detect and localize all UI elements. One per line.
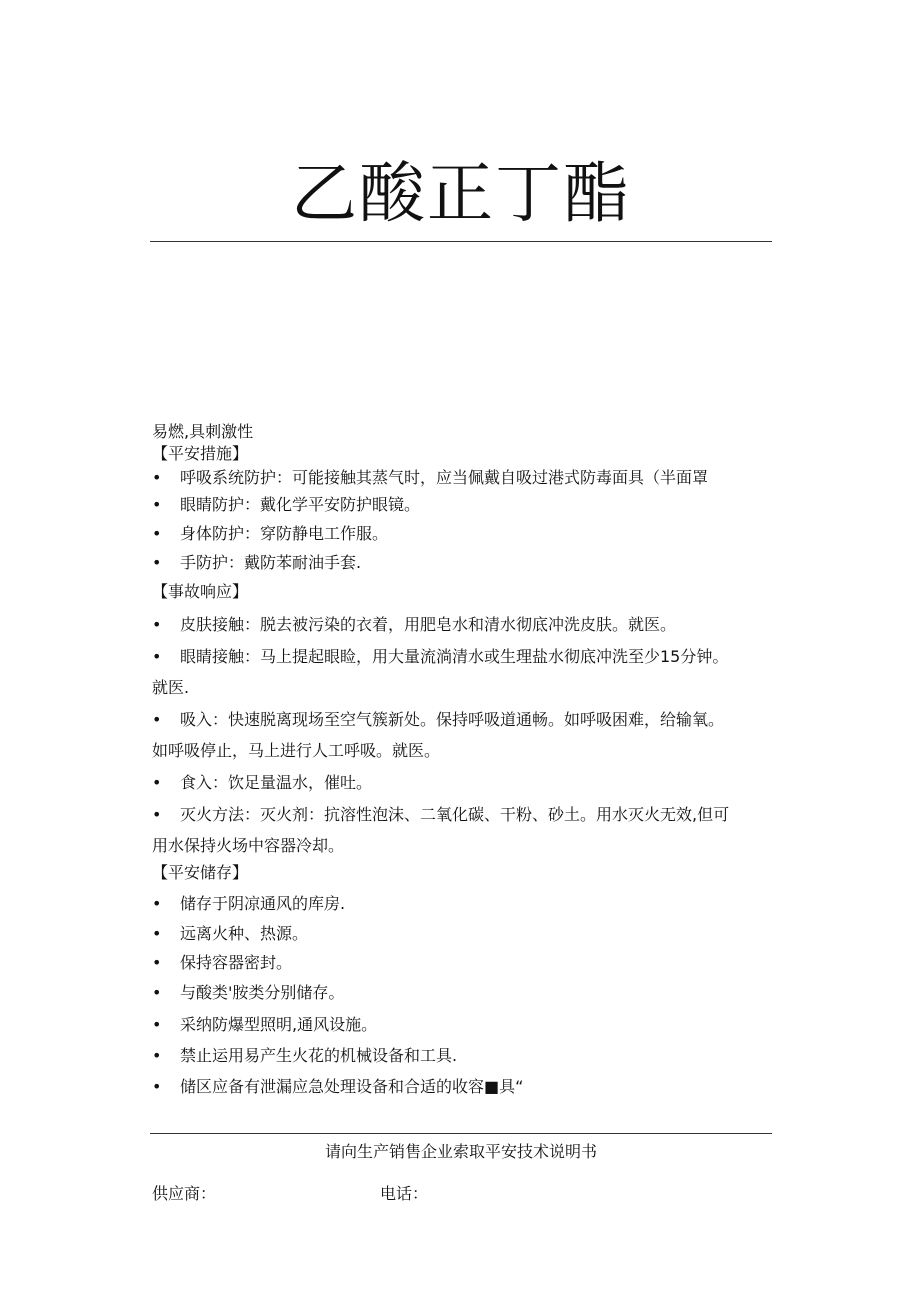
list-item-text: 皮肤接触：脱去被污染的衣着，用肥皂水和清水彻底冲洗皮肤。就医。 [180,615,677,634]
bullet-icon: • [152,710,162,729]
list-item-text: 眼睛接触：马上提起眼睑，用大量流淌清水或生理盐水彻底冲洗至少15分钟。 [180,647,729,666]
list-item-text: 保持容器密封。 [180,953,293,972]
list-item [152,772,372,794]
bullet-icon: • [152,647,162,666]
bullet-icon: • [152,524,162,543]
list-item [152,552,361,574]
title-divider [150,241,772,242]
list-item-text: 呼吸系统防护：可能接触其蒸气时，应当佩戴自吸过港式防毒面具（半面罩 [180,468,709,487]
list-item [152,614,676,636]
bullet-icon: • [152,953,162,972]
list-item-text: 储区应备有泄漏应急处理设备和合适的收容■具“ [180,1077,524,1096]
section-heading-safety-measures: 【平安措施】 [152,444,249,463]
section-heading-safe-storage: 【平安储存】 [152,863,249,882]
list-item-continuation: 就医. [152,678,190,697]
bullet-icon: • [152,468,162,487]
list-item [152,1076,523,1098]
list-item-text: 身体防护：穿防静电工作服。 [180,524,389,543]
list-item [152,1014,377,1036]
list-item [152,709,724,731]
list-item-text: 远离火种、热源。 [180,924,309,943]
list-item [152,523,388,545]
list-item-text: 吸入：快速脱离现场至空气簇新处。保持呼吸道通畅。如呼吸困难，给输氧。 [180,710,725,729]
bullet-icon: • [152,1077,162,1096]
bullet-icon: • [152,1015,162,1034]
list-item [152,646,728,668]
section-heading-accident-response: 【事故响应】 [152,582,249,601]
list-item [152,1045,457,1067]
bullet-icon: • [152,615,162,634]
footer-divider [150,1133,772,1134]
bullet-icon: • [152,1046,162,1065]
list-item-text: 眼睛防护：戴化学平安防护眼镜。 [180,495,421,514]
list-item-text: 采纳防爆型照明,通风设施。 [180,1015,378,1034]
list-item [152,952,292,974]
list-item [152,923,308,945]
list-item [152,804,729,826]
page-title: 乙酸正丁酯 [291,155,631,232]
list-item [152,893,345,915]
list-item [152,494,420,516]
list-item-text: 手防护：戴防苯耐油手套. [180,553,362,572]
bullet-icon: • [152,924,162,943]
phone-label: 电话： [380,1184,429,1203]
list-item-continuation: 如呼吸停止，马上进行人工呼吸。就医。 [152,741,441,760]
hazard-statement: 易燃,具刺激性 [152,422,254,441]
list-item-text: 禁止运用易产生火花的机械设备和工具. [180,1046,458,1065]
list-item [152,467,708,489]
list-item-continuation: 用水保持火场中容器冷却。 [152,836,345,855]
list-item-text: 灭火方法：灭火剂：抗溶性泡沫、二氧化碳、干粉、砂土。用水灭火无效,但可 [180,805,730,824]
bullet-icon: • [152,553,162,572]
bullet-icon: • [152,894,162,913]
bullet-icon: • [152,983,162,1002]
supplier-label: 供应商： [152,1184,217,1203]
bullet-icon: • [152,805,162,824]
footer-note: 请向生产销售企业索取平安技术说明书 [324,1142,597,1161]
list-item-text: 储存于阴凉通风的库房. [180,894,346,913]
list-item-text: 食入：饮足量温水，催吐。 [180,773,373,792]
list-item [152,982,344,1004]
list-item-text: 与酸类'胺类分别储存。 [180,983,345,1002]
bullet-icon: • [152,773,162,792]
bullet-icon: • [152,495,162,514]
